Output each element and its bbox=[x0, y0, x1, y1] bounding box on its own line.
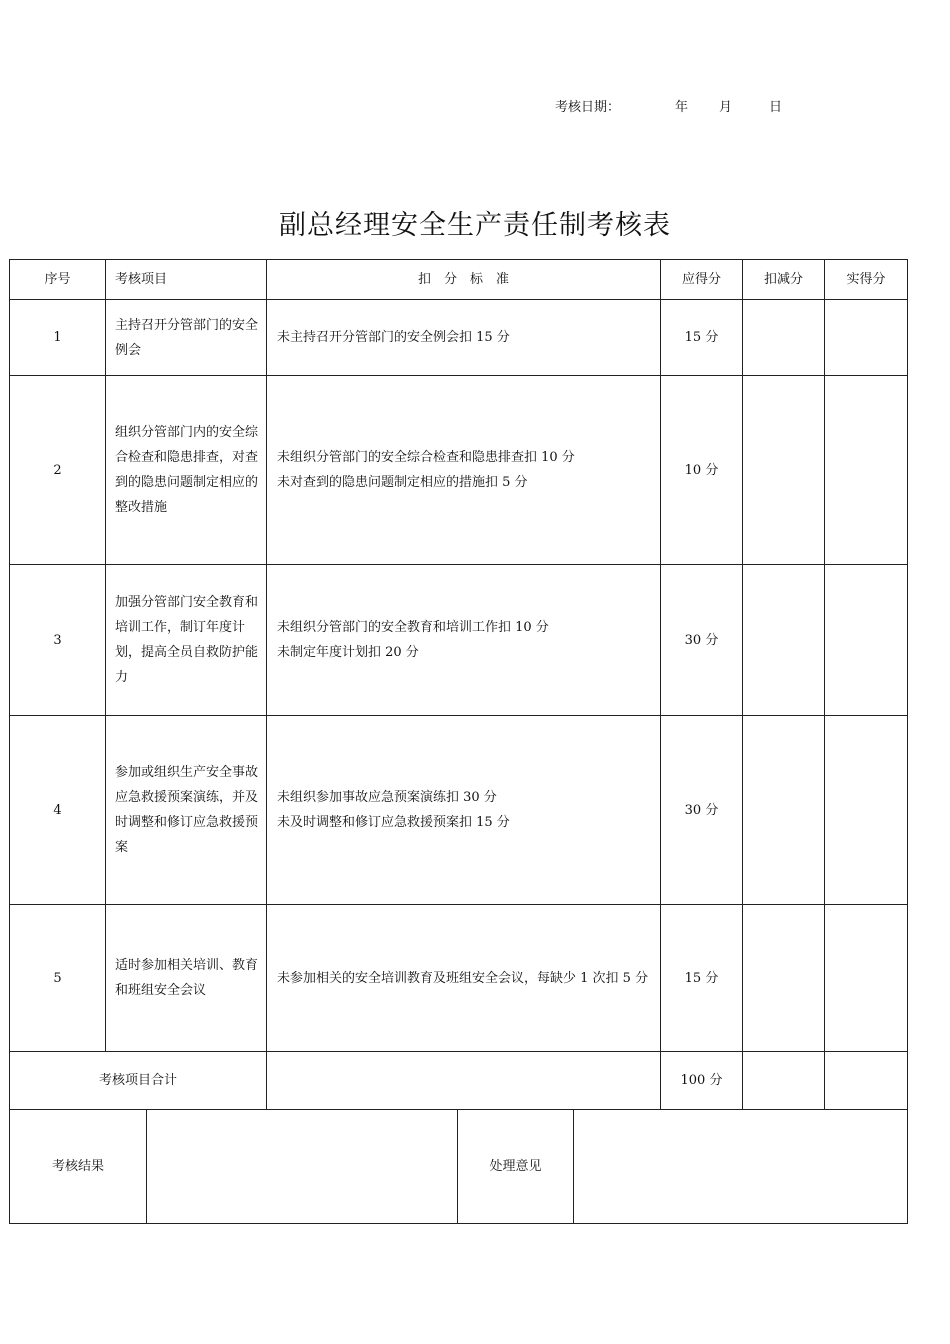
row-criteria bbox=[267, 905, 661, 1052]
table-row bbox=[10, 376, 908, 565]
row-no: 5 bbox=[10, 905, 106, 1052]
result-row bbox=[10, 1110, 908, 1224]
criteria-line: 未组织参加事故应急预案演练扣 30 分 bbox=[277, 790, 497, 805]
header-no: 序号 bbox=[10, 260, 106, 300]
total-row bbox=[10, 1052, 908, 1110]
criteria-line: 未及时调整和修订应急救援预案扣 15 分 bbox=[277, 815, 510, 830]
date-day-label: 日 bbox=[769, 100, 783, 115]
row-due-score: 15 分 bbox=[661, 300, 743, 376]
table-row bbox=[10, 300, 908, 376]
row-deducted-score[interactable] bbox=[743, 376, 825, 565]
row-criteria bbox=[267, 565, 661, 716]
assessment-date-line bbox=[555, 96, 782, 115]
opinion-value-cell[interactable] bbox=[574, 1110, 908, 1224]
criteria-line: 未组织分管部门的安全综合检查和隐患排查扣 10 分 bbox=[277, 450, 575, 465]
result-table bbox=[9, 1109, 908, 1224]
date-year-label: 年 bbox=[675, 100, 689, 115]
row-actual-score[interactable] bbox=[825, 376, 908, 565]
header-item: 考核项目 bbox=[106, 260, 267, 300]
table-header-row bbox=[10, 260, 908, 300]
row-actual-score[interactable] bbox=[825, 716, 908, 905]
row-deducted-score[interactable] bbox=[743, 565, 825, 716]
table-row bbox=[10, 716, 908, 905]
row-due-score: 30 分 bbox=[661, 565, 743, 716]
assessment-table bbox=[9, 259, 908, 1110]
criteria-line: 未组织分管部门的安全教育和培训工作扣 10 分 bbox=[277, 620, 549, 635]
opinion-label: 处理意见 bbox=[458, 1110, 574, 1224]
row-no: 4 bbox=[10, 716, 106, 905]
date-month-label: 月 bbox=[719, 100, 733, 115]
row-item: 参加或组织生产安全事故应急救援预案演练，并及时调整和修订应急救援预案 bbox=[106, 716, 267, 905]
criteria-line: 未参加相关的安全培训教育及班组安全会议，每缺少 1 次扣 5 分 bbox=[277, 970, 649, 986]
row-actual-score[interactable] bbox=[825, 565, 908, 716]
total-label: 考核项目合计 bbox=[10, 1052, 267, 1110]
row-deducted-score[interactable] bbox=[743, 716, 825, 905]
row-item: 组织分管部门内的安全综合检查和隐患排查，对查到的隐患问题制定相应的整改措施 bbox=[106, 376, 267, 565]
total-due-score: 100 分 bbox=[661, 1052, 743, 1110]
row-no: 2 bbox=[10, 376, 106, 565]
total-deducted-score[interactable] bbox=[743, 1052, 825, 1110]
row-criteria bbox=[267, 716, 661, 905]
row-criteria bbox=[267, 376, 661, 565]
criteria-line: 未制定年度计划扣 20 分 bbox=[277, 645, 419, 660]
row-due-score: 10 分 bbox=[661, 376, 743, 565]
row-actual-score[interactable] bbox=[825, 905, 908, 1052]
table-row bbox=[10, 565, 908, 716]
total-actual-score[interactable] bbox=[825, 1052, 908, 1110]
row-item: 主持召开分管部门的安全例会 bbox=[106, 300, 267, 376]
result-label: 考核结果 bbox=[10, 1110, 147, 1224]
row-item: 适时参加相关培训、教育和班组安全会议 bbox=[106, 905, 267, 1052]
row-actual-score[interactable] bbox=[825, 300, 908, 376]
row-due-score: 15 分 bbox=[661, 905, 743, 1052]
criteria-line: 未主持召开分管部门的安全例会扣 15 分 bbox=[277, 330, 510, 345]
row-criteria bbox=[267, 300, 661, 376]
total-criteria-cell bbox=[267, 1052, 661, 1110]
row-deducted-score[interactable] bbox=[743, 300, 825, 376]
page-title: 副总经理安全生产责任制考核表 bbox=[279, 210, 671, 241]
row-deducted-score[interactable] bbox=[743, 905, 825, 1052]
header-criteria: 扣 分 标 准 bbox=[267, 260, 661, 300]
header-deducted-score: 扣减分 bbox=[743, 260, 825, 300]
header-due-score: 应得分 bbox=[661, 260, 743, 300]
row-no: 3 bbox=[10, 565, 106, 716]
result-value-cell[interactable] bbox=[147, 1110, 458, 1224]
row-no: 1 bbox=[10, 300, 106, 376]
header-actual-score: 实得分 bbox=[825, 260, 908, 300]
criteria-line: 未对查到的隐患问题制定相应的措施扣 5 分 bbox=[277, 475, 528, 490]
row-due-score: 30 分 bbox=[661, 716, 743, 905]
row-item: 加强分管部门安全教育和培训工作，制订年度计划，提高全员自救防护能力 bbox=[106, 565, 267, 716]
table-row bbox=[10, 905, 908, 1052]
date-label: 考核日期： bbox=[555, 100, 621, 115]
